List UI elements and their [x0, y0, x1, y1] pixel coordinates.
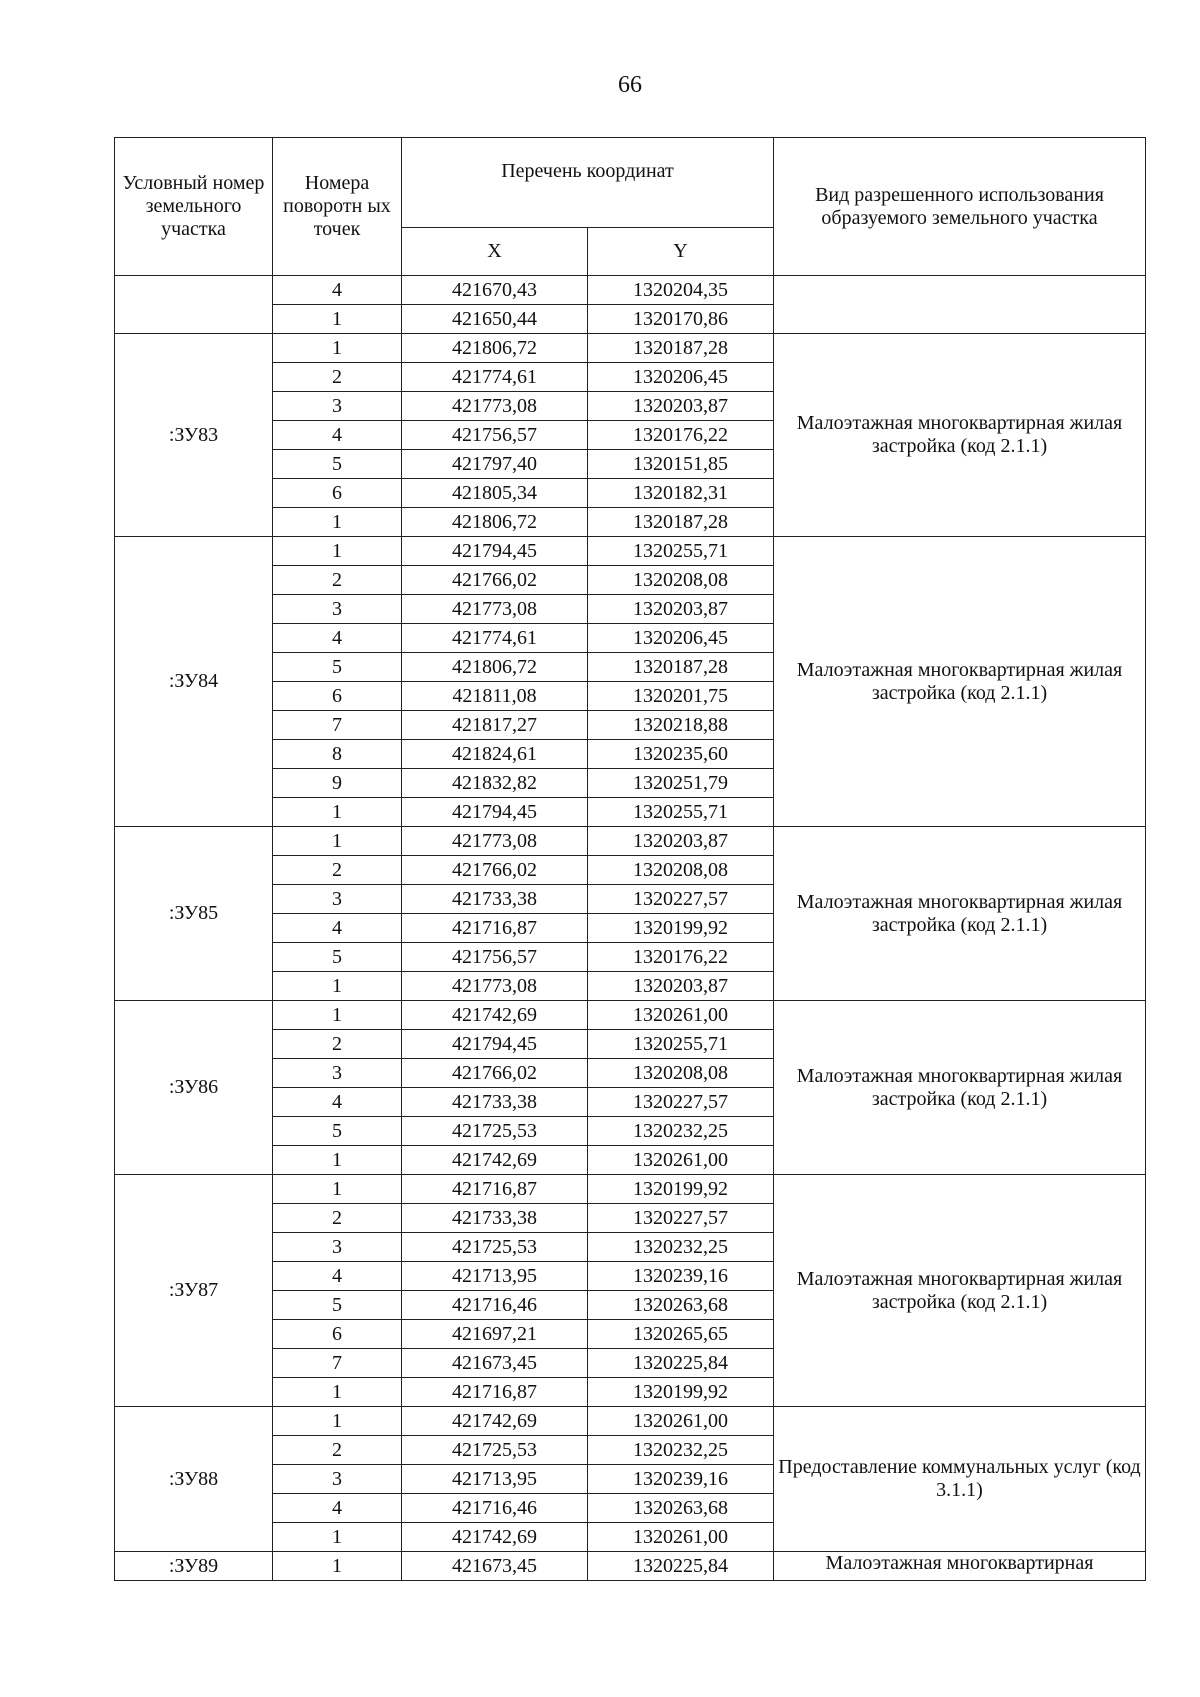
- table-row: [115, 827, 1146, 856]
- x-coordinate-cell: 421794,45: [402, 798, 588, 827]
- y-coordinate-cell: 1320199,92: [588, 914, 774, 943]
- coordinates-header: Перечень координат: [402, 138, 774, 228]
- parcel-number-cell: [115, 276, 273, 334]
- parcel-number-cell: :ЗУ87: [115, 1175, 273, 1407]
- header-row: [115, 138, 1146, 228]
- y-coordinate-cell: 1320235,60: [588, 740, 774, 769]
- y-coordinate-cell: 1320203,87: [588, 972, 774, 1001]
- y-coordinate-cell: 1320199,92: [588, 1175, 774, 1204]
- point-number-cell: 2: [273, 566, 402, 595]
- point-number-cell: 5: [273, 653, 402, 682]
- coordinates-table: [114, 137, 1146, 1581]
- x-coordinate-cell: 421697,21: [402, 1320, 588, 1349]
- y-coordinate-cell: 1320251,79: [588, 769, 774, 798]
- point-number-cell: 1: [273, 1146, 402, 1175]
- x-coordinate-cell: 421716,46: [402, 1291, 588, 1320]
- x-coordinate-cell: 421797,40: [402, 450, 588, 479]
- point-numbers-header: Номера поворотн ых точек: [273, 138, 402, 276]
- point-number-cell: 7: [273, 711, 402, 740]
- x-coordinate-cell: 421716,87: [402, 914, 588, 943]
- point-number-cell: 3: [273, 1233, 402, 1262]
- y-coordinate-cell: 1320206,45: [588, 363, 774, 392]
- x-coordinate-cell: 421805,34: [402, 479, 588, 508]
- x-coordinate-cell: 421806,72: [402, 508, 588, 537]
- x-coordinate-cell: 421673,45: [402, 1552, 588, 1581]
- y-coordinate-cell: 1320208,08: [588, 1059, 774, 1088]
- x-coordinate-cell: 421811,08: [402, 682, 588, 711]
- permitted-use-cell: [774, 276, 1146, 334]
- y-coordinate-cell: 1320261,00: [588, 1001, 774, 1030]
- x-coordinate-cell: 421733,38: [402, 885, 588, 914]
- x-coordinate-cell: 421773,08: [402, 595, 588, 624]
- point-number-cell: 1: [273, 798, 402, 827]
- point-number-cell: 1: [273, 334, 402, 363]
- x-coordinate-cell: 421716,46: [402, 1494, 588, 1523]
- point-number-cell: 8: [273, 740, 402, 769]
- point-number-cell: 1: [273, 305, 402, 334]
- permitted-use-cell: Малоэтажная многоквартирная: [774, 1552, 1146, 1581]
- point-number-cell: 4: [273, 914, 402, 943]
- y-coordinate-cell: 1320199,92: [588, 1378, 774, 1407]
- y-coordinate-cell: 1320176,22: [588, 421, 774, 450]
- x-coordinate-cell: 421824,61: [402, 740, 588, 769]
- x-coordinate-cell: 421773,08: [402, 972, 588, 1001]
- y-coordinate-cell: 1320203,87: [588, 392, 774, 421]
- x-coordinate-cell: 421713,95: [402, 1262, 588, 1291]
- x-coordinate-cell: 421716,87: [402, 1175, 588, 1204]
- x-coordinate-cell: 421794,45: [402, 537, 588, 566]
- point-number-cell: 7: [273, 1349, 402, 1378]
- point-number-cell: 2: [273, 363, 402, 392]
- y-coordinate-cell: 1320265,65: [588, 1320, 774, 1349]
- y-coordinate-cell: 1320208,08: [588, 566, 774, 595]
- point-number-cell: 4: [273, 421, 402, 450]
- x-coordinate-cell: 421670,43: [402, 276, 588, 305]
- y-coordinate-cell: 1320239,16: [588, 1262, 774, 1291]
- point-number-cell: 1: [273, 1378, 402, 1407]
- y-coordinate-cell: 1320263,68: [588, 1291, 774, 1320]
- point-number-cell: 4: [273, 1088, 402, 1117]
- point-number-cell: 1: [273, 827, 402, 856]
- permitted-use-cell: Малоэтажная многоквартирная жилая застройка (код 2.1.1): [774, 537, 1146, 827]
- y-coordinate-cell: 1320239,16: [588, 1465, 774, 1494]
- point-number-cell: 1: [273, 1001, 402, 1030]
- y-coordinate-cell: 1320182,31: [588, 479, 774, 508]
- point-number-cell: 5: [273, 1291, 402, 1320]
- point-number-cell: 3: [273, 392, 402, 421]
- x-coordinate-cell: 421713,95: [402, 1465, 588, 1494]
- parcel-number-cell: :ЗУ84: [115, 537, 273, 827]
- y-coordinate-cell: 1320255,71: [588, 1030, 774, 1059]
- parcel-number-cell: :ЗУ86: [115, 1001, 273, 1175]
- point-number-cell: 5: [273, 450, 402, 479]
- table-row: [115, 1001, 1146, 1030]
- page-number: 66: [618, 72, 642, 98]
- point-number-cell: 6: [273, 1320, 402, 1349]
- point-number-cell: 5: [273, 1117, 402, 1146]
- x-coordinate-cell: 421673,45: [402, 1349, 588, 1378]
- point-number-cell: 1: [273, 1407, 402, 1436]
- point-number-cell: 5: [273, 943, 402, 972]
- parcel-number-header: Условный номер земельного участка: [115, 138, 273, 276]
- y-coordinate-cell: 1320225,84: [588, 1552, 774, 1581]
- y-coordinate-cell: 1320203,87: [588, 595, 774, 624]
- permitted-use-cell: Малоэтажная многоквартирная жилая застройка (код 2.1.1): [774, 334, 1146, 537]
- y-header: Y: [588, 228, 774, 276]
- y-coordinate-cell: 1320203,87: [588, 827, 774, 856]
- parcel-number-cell: :ЗУ83: [115, 334, 273, 537]
- point-number-cell: 2: [273, 1030, 402, 1059]
- point-number-cell: 1: [273, 972, 402, 1001]
- y-coordinate-cell: 1320170,86: [588, 305, 774, 334]
- parcel-number-cell: :ЗУ89: [115, 1552, 273, 1581]
- point-number-cell: 3: [273, 885, 402, 914]
- permitted-use-cell: Малоэтажная многоквартирная жилая застройка (код 2.1.1): [774, 1175, 1146, 1407]
- x-coordinate-cell: 421742,69: [402, 1523, 588, 1552]
- point-number-cell: 1: [273, 1175, 402, 1204]
- y-coordinate-cell: 1320261,00: [588, 1146, 774, 1175]
- x-coordinate-cell: 421650,44: [402, 305, 588, 334]
- table-row: [115, 537, 1146, 566]
- x-coordinate-cell: 421725,53: [402, 1117, 588, 1146]
- permitted-use-cell: Предоставление коммунальных услуг (код 3.1.1): [774, 1407, 1146, 1552]
- table-row: [115, 1552, 1146, 1581]
- x-coordinate-cell: 421733,38: [402, 1204, 588, 1233]
- x-coordinate-cell: 421774,61: [402, 363, 588, 392]
- x-coordinate-cell: 421733,38: [402, 1088, 588, 1117]
- x-header: X: [402, 228, 588, 276]
- y-coordinate-cell: 1320261,00: [588, 1407, 774, 1436]
- point-number-cell: 3: [273, 1059, 402, 1088]
- point-number-cell: 4: [273, 1494, 402, 1523]
- point-number-cell: 9: [273, 769, 402, 798]
- y-coordinate-cell: 1320151,85: [588, 450, 774, 479]
- point-number-cell: 3: [273, 1465, 402, 1494]
- x-coordinate-cell: 421742,69: [402, 1407, 588, 1436]
- y-coordinate-cell: 1320187,28: [588, 508, 774, 537]
- y-coordinate-cell: 1320232,25: [588, 1233, 774, 1262]
- y-coordinate-cell: 1320261,00: [588, 1523, 774, 1552]
- point-number-cell: 4: [273, 1262, 402, 1291]
- y-coordinate-cell: 1320232,25: [588, 1436, 774, 1465]
- point-number-cell: 2: [273, 1436, 402, 1465]
- y-coordinate-cell: 1320255,71: [588, 537, 774, 566]
- table-row: [115, 1175, 1146, 1204]
- y-coordinate-cell: 1320176,22: [588, 943, 774, 972]
- point-number-cell: 1: [273, 508, 402, 537]
- y-coordinate-cell: 1320201,75: [588, 682, 774, 711]
- y-coordinate-cell: 1320227,57: [588, 885, 774, 914]
- point-number-cell: 1: [273, 537, 402, 566]
- x-coordinate-cell: 421832,82: [402, 769, 588, 798]
- table-row: [115, 276, 1146, 305]
- x-coordinate-cell: 421766,02: [402, 566, 588, 595]
- x-coordinate-cell: 421806,72: [402, 334, 588, 363]
- permitted-use-header: Вид разрешенного использования образуемого земельного участка: [774, 138, 1146, 276]
- y-coordinate-cell: 1320255,71: [588, 798, 774, 827]
- y-coordinate-cell: 1320227,57: [588, 1088, 774, 1117]
- x-coordinate-cell: 421773,08: [402, 392, 588, 421]
- x-coordinate-cell: 421756,57: [402, 421, 588, 450]
- point-number-cell: 6: [273, 479, 402, 508]
- parcel-number-cell: :ЗУ88: [115, 1407, 273, 1552]
- y-coordinate-cell: 1320263,68: [588, 1494, 774, 1523]
- x-coordinate-cell: 421817,27: [402, 711, 588, 740]
- x-coordinate-cell: 421774,61: [402, 624, 588, 653]
- point-number-cell: 1: [273, 1552, 402, 1581]
- y-coordinate-cell: 1320187,28: [588, 653, 774, 682]
- point-number-cell: 4: [273, 276, 402, 305]
- y-coordinate-cell: 1320187,28: [588, 334, 774, 363]
- x-coordinate-cell: 421806,72: [402, 653, 588, 682]
- x-coordinate-cell: 421742,69: [402, 1146, 588, 1175]
- point-number-cell: 1: [273, 1523, 402, 1552]
- x-coordinate-cell: 421725,53: [402, 1233, 588, 1262]
- point-number-cell: 6: [273, 682, 402, 711]
- y-coordinate-cell: 1320227,57: [588, 1204, 774, 1233]
- table-row: [115, 1407, 1146, 1436]
- point-number-cell: 2: [273, 1204, 402, 1233]
- point-number-cell: 4: [273, 624, 402, 653]
- permitted-use-cell: Малоэтажная многоквартирная жилая застройка (код 2.1.1): [774, 1001, 1146, 1175]
- y-coordinate-cell: 1320232,25: [588, 1117, 774, 1146]
- table-row: [115, 334, 1146, 363]
- x-coordinate-cell: 421742,69: [402, 1001, 588, 1030]
- parcel-number-cell: :ЗУ85: [115, 827, 273, 1001]
- y-coordinate-cell: 1320208,08: [588, 856, 774, 885]
- x-coordinate-cell: 421773,08: [402, 827, 588, 856]
- point-number-cell: 2: [273, 856, 402, 885]
- y-coordinate-cell: 1320225,84: [588, 1349, 774, 1378]
- x-coordinate-cell: 421766,02: [402, 856, 588, 885]
- x-coordinate-cell: 421725,53: [402, 1436, 588, 1465]
- x-coordinate-cell: 421766,02: [402, 1059, 588, 1088]
- permitted-use-cell: Малоэтажная многоквартирная жилая застройка (код 2.1.1): [774, 827, 1146, 1001]
- point-number-cell: 3: [273, 595, 402, 624]
- y-coordinate-cell: 1320204,35: [588, 276, 774, 305]
- y-coordinate-cell: 1320218,88: [588, 711, 774, 740]
- x-coordinate-cell: 421756,57: [402, 943, 588, 972]
- table-body: [115, 276, 1146, 1581]
- y-coordinate-cell: 1320206,45: [588, 624, 774, 653]
- x-coordinate-cell: 421716,87: [402, 1378, 588, 1407]
- x-coordinate-cell: 421794,45: [402, 1030, 588, 1059]
